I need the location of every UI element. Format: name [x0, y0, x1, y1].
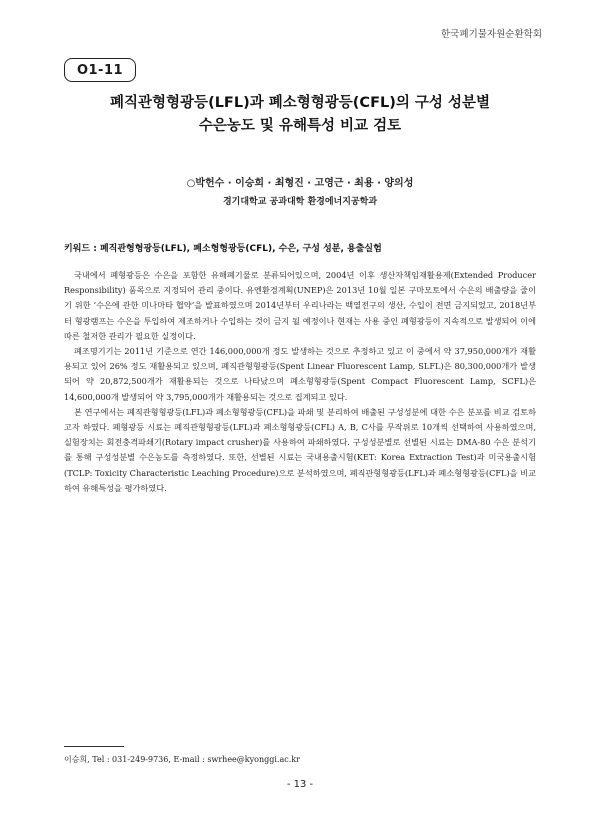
abstract-body — [64, 268, 536, 496]
paragraph-3: 본 연구에서는 폐직관형형광등(LFL)과 폐소형형광등(CFL)을 파쇄 및 분리하여 배출된 구성성분에 대한 수은 분포를 비교 검토하고자 하였다. 폐형광등 시료는 폐직관형형광등(LFL)과 폐소형형광등(CFL) A, B, C사를 무작위로 10개씩 선택하여 사용하였으며, 실험장치는 회전충격파쇄기(Rotary impact crusher)를 사용하여 파쇄하였다. 구성성분별로 선별된 시료는 DMA-80 수은 분석기를 통해 구성성분별 수은농도를 측정하였다. 또한, 선별된 시료는 국내용출시험(KET: Korea Extraction Test)과 미국용출시험(TCLP: Toxicity Characteristic Leaching Procedure)으로 분석하였으며, 폐직관형형광등(LFL)과 폐소형형광등(CFL)을 비교하여 유해특성을 평가하였다. — [64, 406, 536, 493]
session-code-badge: O1-11 — [64, 58, 136, 82]
page-number: - 13 - — [286, 779, 314, 790]
footnote-contact: 이승희, Tel : 031-249-9736, E-mail : swrhee@kyonggi.ac.kr — [64, 755, 300, 764]
header-organization: 한국폐기물자원순환학회 — [441, 29, 542, 40]
keywords: 키워드 : 폐직관형형광등(LFL), 폐소형형광등(CFL), 수은, 구성 성분, 용출실험 — [64, 244, 382, 254]
author-list: ○박헌수 · 이승희 · 최형진 · 고영근 · 최용 · 양의성 — [186, 178, 414, 189]
paper-title — [64, 92, 536, 138]
title-line-2: 수은농도 및 유해특성 비교 검토 — [198, 118, 402, 134]
footnote-divider — [64, 746, 124, 747]
affiliation: 경기대학교 공과대학 환경에너지공학과 — [222, 197, 378, 207]
paragraph-1: 국내에서 폐형광등은 수은을 포함한 유해폐기물로 분류되어있으며, 2004년 이후 생산자책임재활용제(Extended Producer Responsibility) 품목으로 지정되어 관리 중이다. 유엔환경계획(UNEP)은 2013년 10월 일본 구마모토에서 수은의 배출량을 줄이기 위한 ‘수은에 관한 미나마타 협약’을 발표하였으며 2014년부터 우리나라는 백열전구의 생산, 수입이 전면 금지되었고, 2018년부터 형광램프는 수은을 투입하여 제조하거나 수입하는 것이 금지 될 예정이나 현재는 사용 중인 폐형광등이 지속적으로 발생되어 이에 따른 철저한 관리가 필요한 실정이다. — [64, 270, 536, 341]
paragraph-2: 폐조명기기는 2011년 기준으로 연간 146,000,000개 정도 발생하는 것으로 추정하고 있고 이 중에서 약 37,950,000개가 재활용되고 있어 26% 정도 재활용되고 있으며, 폐직관형형광등(Spent Linear Fluorescent Lamp, SLFL)은 80,300,000개가 발생되어 약 20,872,500개가 재활용되는 것으로 나타났으며 폐소형형광등(Spent Compact Fluorescent Lamp, SCFL)은 14,600,000개 발생되어 약 3,795,000개가 재활용되는 것으로 집계되고 있다. — [64, 346, 536, 402]
title-line-1: 폐직관형형광등(LFL)과 폐소형형광등(CFL)의 구성 성분별 — [110, 95, 490, 111]
